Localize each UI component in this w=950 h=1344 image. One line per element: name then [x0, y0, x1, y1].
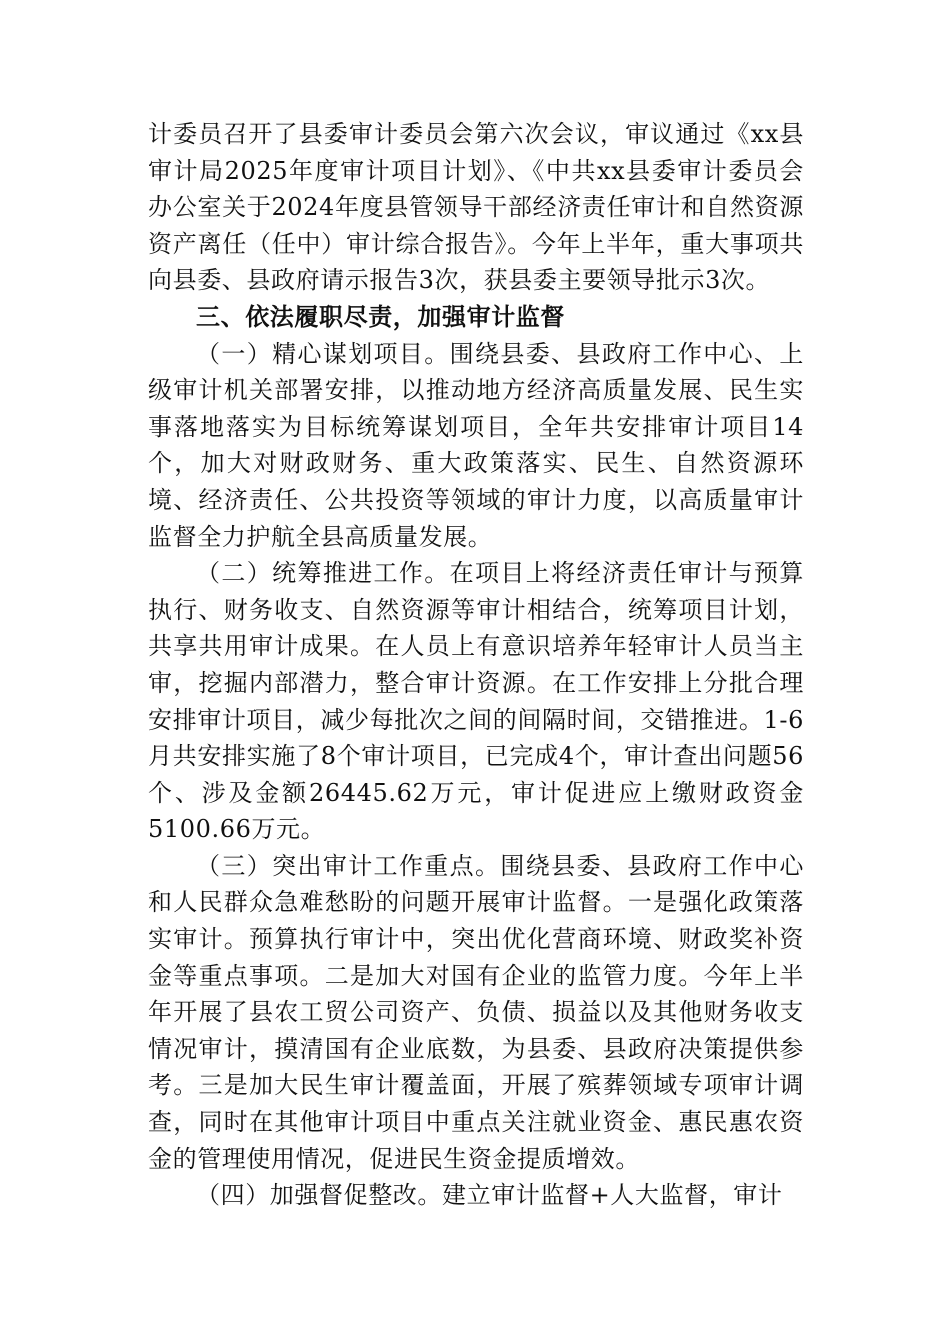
- document-body: [148, 116, 804, 1214]
- section-heading: 三、依法履职尽责，加强审计监督: [196, 302, 565, 331]
- paragraph-continuation: 计委员召开了县委审计委员会第六次会议，审议通过《xx县审计局2025年度审计项目计划》、《中共xx县委审计委员会办公室关于2024年度县管领导干部经济责任审计和自然资源资产离任（任中）审计综合报告》。今年上半年，重大事项共向县委、县政府请示报告3次，获县委主要领导批示3次。: [148, 120, 804, 295]
- paragraph-plan-projects: （一）精心谋划项目。围绕县委、县政府工作中心、上级审计机关部署安排，以推动地方经济高质量发展、民生实事落地落实为目标统筹谋划项目，全年共安排审计项目14个，加大对财政财务、重大政策落实、民生、自然资源环境、经济责任、公共投资等领域的审计力度，以高质量审计监督全力护航全县高质量发展。: [148, 339, 804, 551]
- paragraph-audit-focus: （三）突出审计工作重点。围绕县委、县政府工作中心和人民群众急难愁盼的问题开展审计监督。一是强化政策落实审计。预算执行审计中，突出优化营商环境、财政奖补资金等重点事项。二是加大对国有企业的监管力度。今年上半年开展了县农工贸公司资产、负债、损益以及其他财务收支情况审计，摸清国有企业底数，为县委、县政府决策提供参考。三是加大民生审计覆盖面，开展了殡葬领域专项审计调查，同时在其他审计项目中重点关注就业资金、惠民惠农资金的管理使用情况，促进民生资金提质增效。: [148, 851, 804, 1173]
- paragraph-rectification: （四）加强督促整改。建立审计监督+人大监督，审计: [196, 1181, 783, 1210]
- paragraph-coordinate-work: （二）统筹推进工作。在项目上将经济责任审计与预算执行、财务收支、自然资源等审计相结合，统筹项目计划，共享共用审计成果。在人员上有意识培养年轻审计人员当主审，挖掘内部潜力，整合审计资源。在工作安排上分批合理安排审计项目，减少每批次之间的间隔时间，交错推进。1-6月共安排实施了8个审计项目，已完成4个，审计查出问题56个、涉及金额26445.62万元，审计促进应上缴财政资金5100.66万元。: [148, 559, 804, 844]
